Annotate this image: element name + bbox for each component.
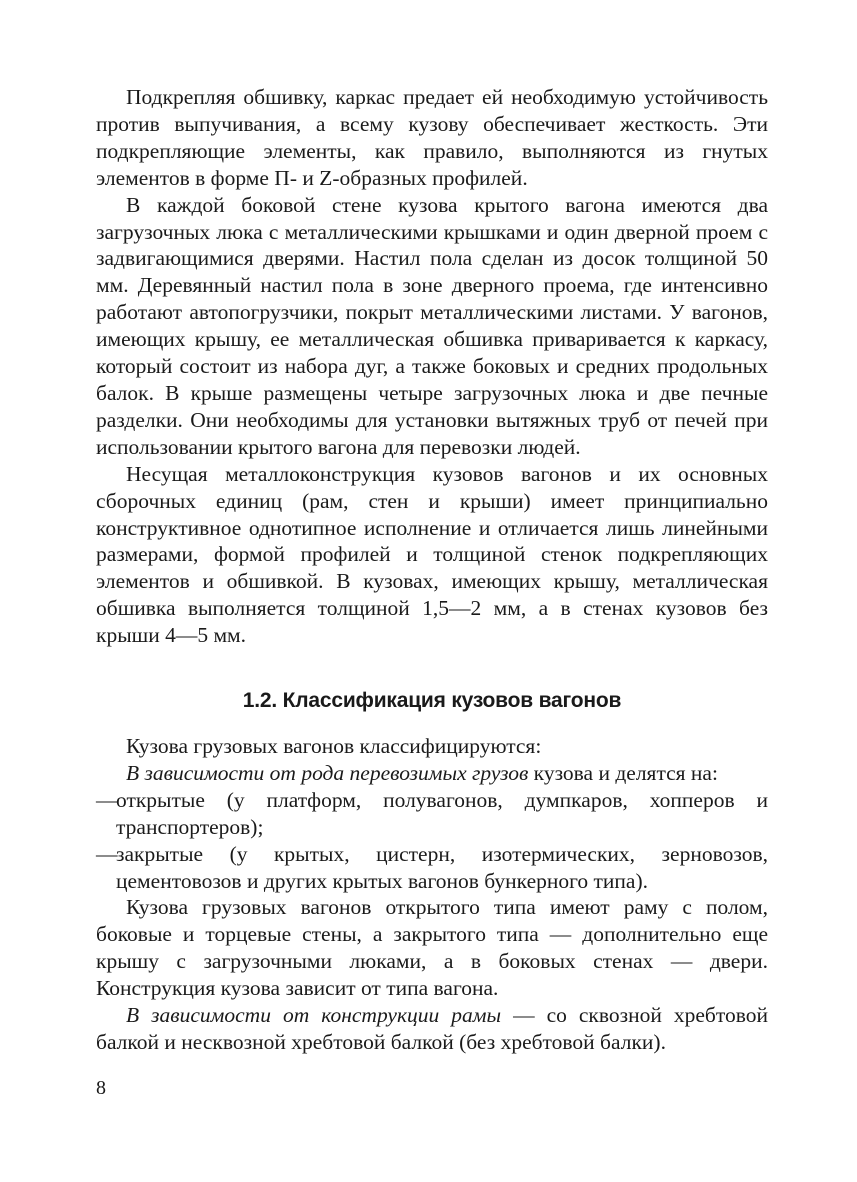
body-type-list xyxy=(96,787,768,895)
list-item-open xyxy=(96,787,768,841)
paragraph-load-bearing-structure: Несущая металлоконструкция кузовов вагонов и их основных сборочных единиц (рам, стен и крыши) имеет принципиально конструктивное однотипное исполнение и отличается лишь линейными размерами, формой профилей и толщиной стенок подкрепляющих элементов и обшивкой. В кузовах, имеющих крышу, металлическая обшивка выполняется толщиной 1,5—2 мм, а в стенах кузовов без крыши 4—5 мм. xyxy=(96,461,768,648)
list-dash: — xyxy=(96,787,118,812)
criterion-frame-construction xyxy=(96,1002,768,1056)
criterion-frame-construction-rest: — со сквозной хребтовой балкой и несквозной хребтовой балкой (без хребтовой балки). xyxy=(96,1003,768,1054)
section-heading: 1.2. Классификация кузовов вагонов xyxy=(242,689,622,713)
criterion-cargo-type-italic: В зависимости от рода перевозимых грузов xyxy=(126,760,529,785)
paragraph-covered-wagon-walls: В каждой боковой стене кузова крытого вагона имеются два загрузочных люка с металлическими крышками и один дверной проем с задвигающимися дверями. Настил пола сделан из досок толщиной 50 мм. Деревянный настил пола в зоне дверного проема, где интенсивно работают автопогрузчики, покрыт металлическими листами. У вагонов, имеющих крышу, ее металлическая обшивка приваривается к каркасу, который состоит из набора дуг, а также боковых и средних продольных балок. В крыше размещены четыре загрузочных люка и две печные разделки. Они необходимы для установки вытяжных труб от печей при использовании крытого вагона для перевозки людей. xyxy=(96,192,768,459)
classification-intro: Кузова грузовых вагонов классифицируются: xyxy=(126,734,542,759)
list-item-closed xyxy=(96,841,768,895)
paragraph-frame-reinforcement: Подкрепляя обшивку, каркас предает ей необходимую устойчивость против выпучивания, а всему кузову обеспечивает жесткость. Эти подкрепляющие элементы, как правило, выполняются из гнутых элементов в форме П- и Z-образных профилей. xyxy=(96,85,768,190)
paragraph-open-closed-bodies: Кузова грузовых вагонов открытого типа имеют раму с полом, боковые и торцевые стены, а закрытого типа — дополнительно еще крышу с загрузочными люками, а в боковых стенах — двери. Конструкция кузова зависит от типа вагона. xyxy=(96,895,768,1001)
page-body xyxy=(96,84,768,1056)
criterion-frame-construction-italic: В зависимости от конструкции рамы xyxy=(126,1003,502,1028)
list-item-text: открытые (у платформ, полувагонов, думпкаров, хопперов и транспортеров); xyxy=(116,787,768,839)
criterion-cargo-type-rest: кузова и делятся на: xyxy=(528,760,718,785)
list-item-text: закрытые (у крытых, цистерн, изотермических, зерновозов, цементовозов и других крытых вагонов бункерного типа). xyxy=(116,841,768,893)
page-number: 8 xyxy=(96,1077,106,1099)
list-dash: — xyxy=(96,841,118,866)
criterion-cargo-type xyxy=(96,760,768,787)
